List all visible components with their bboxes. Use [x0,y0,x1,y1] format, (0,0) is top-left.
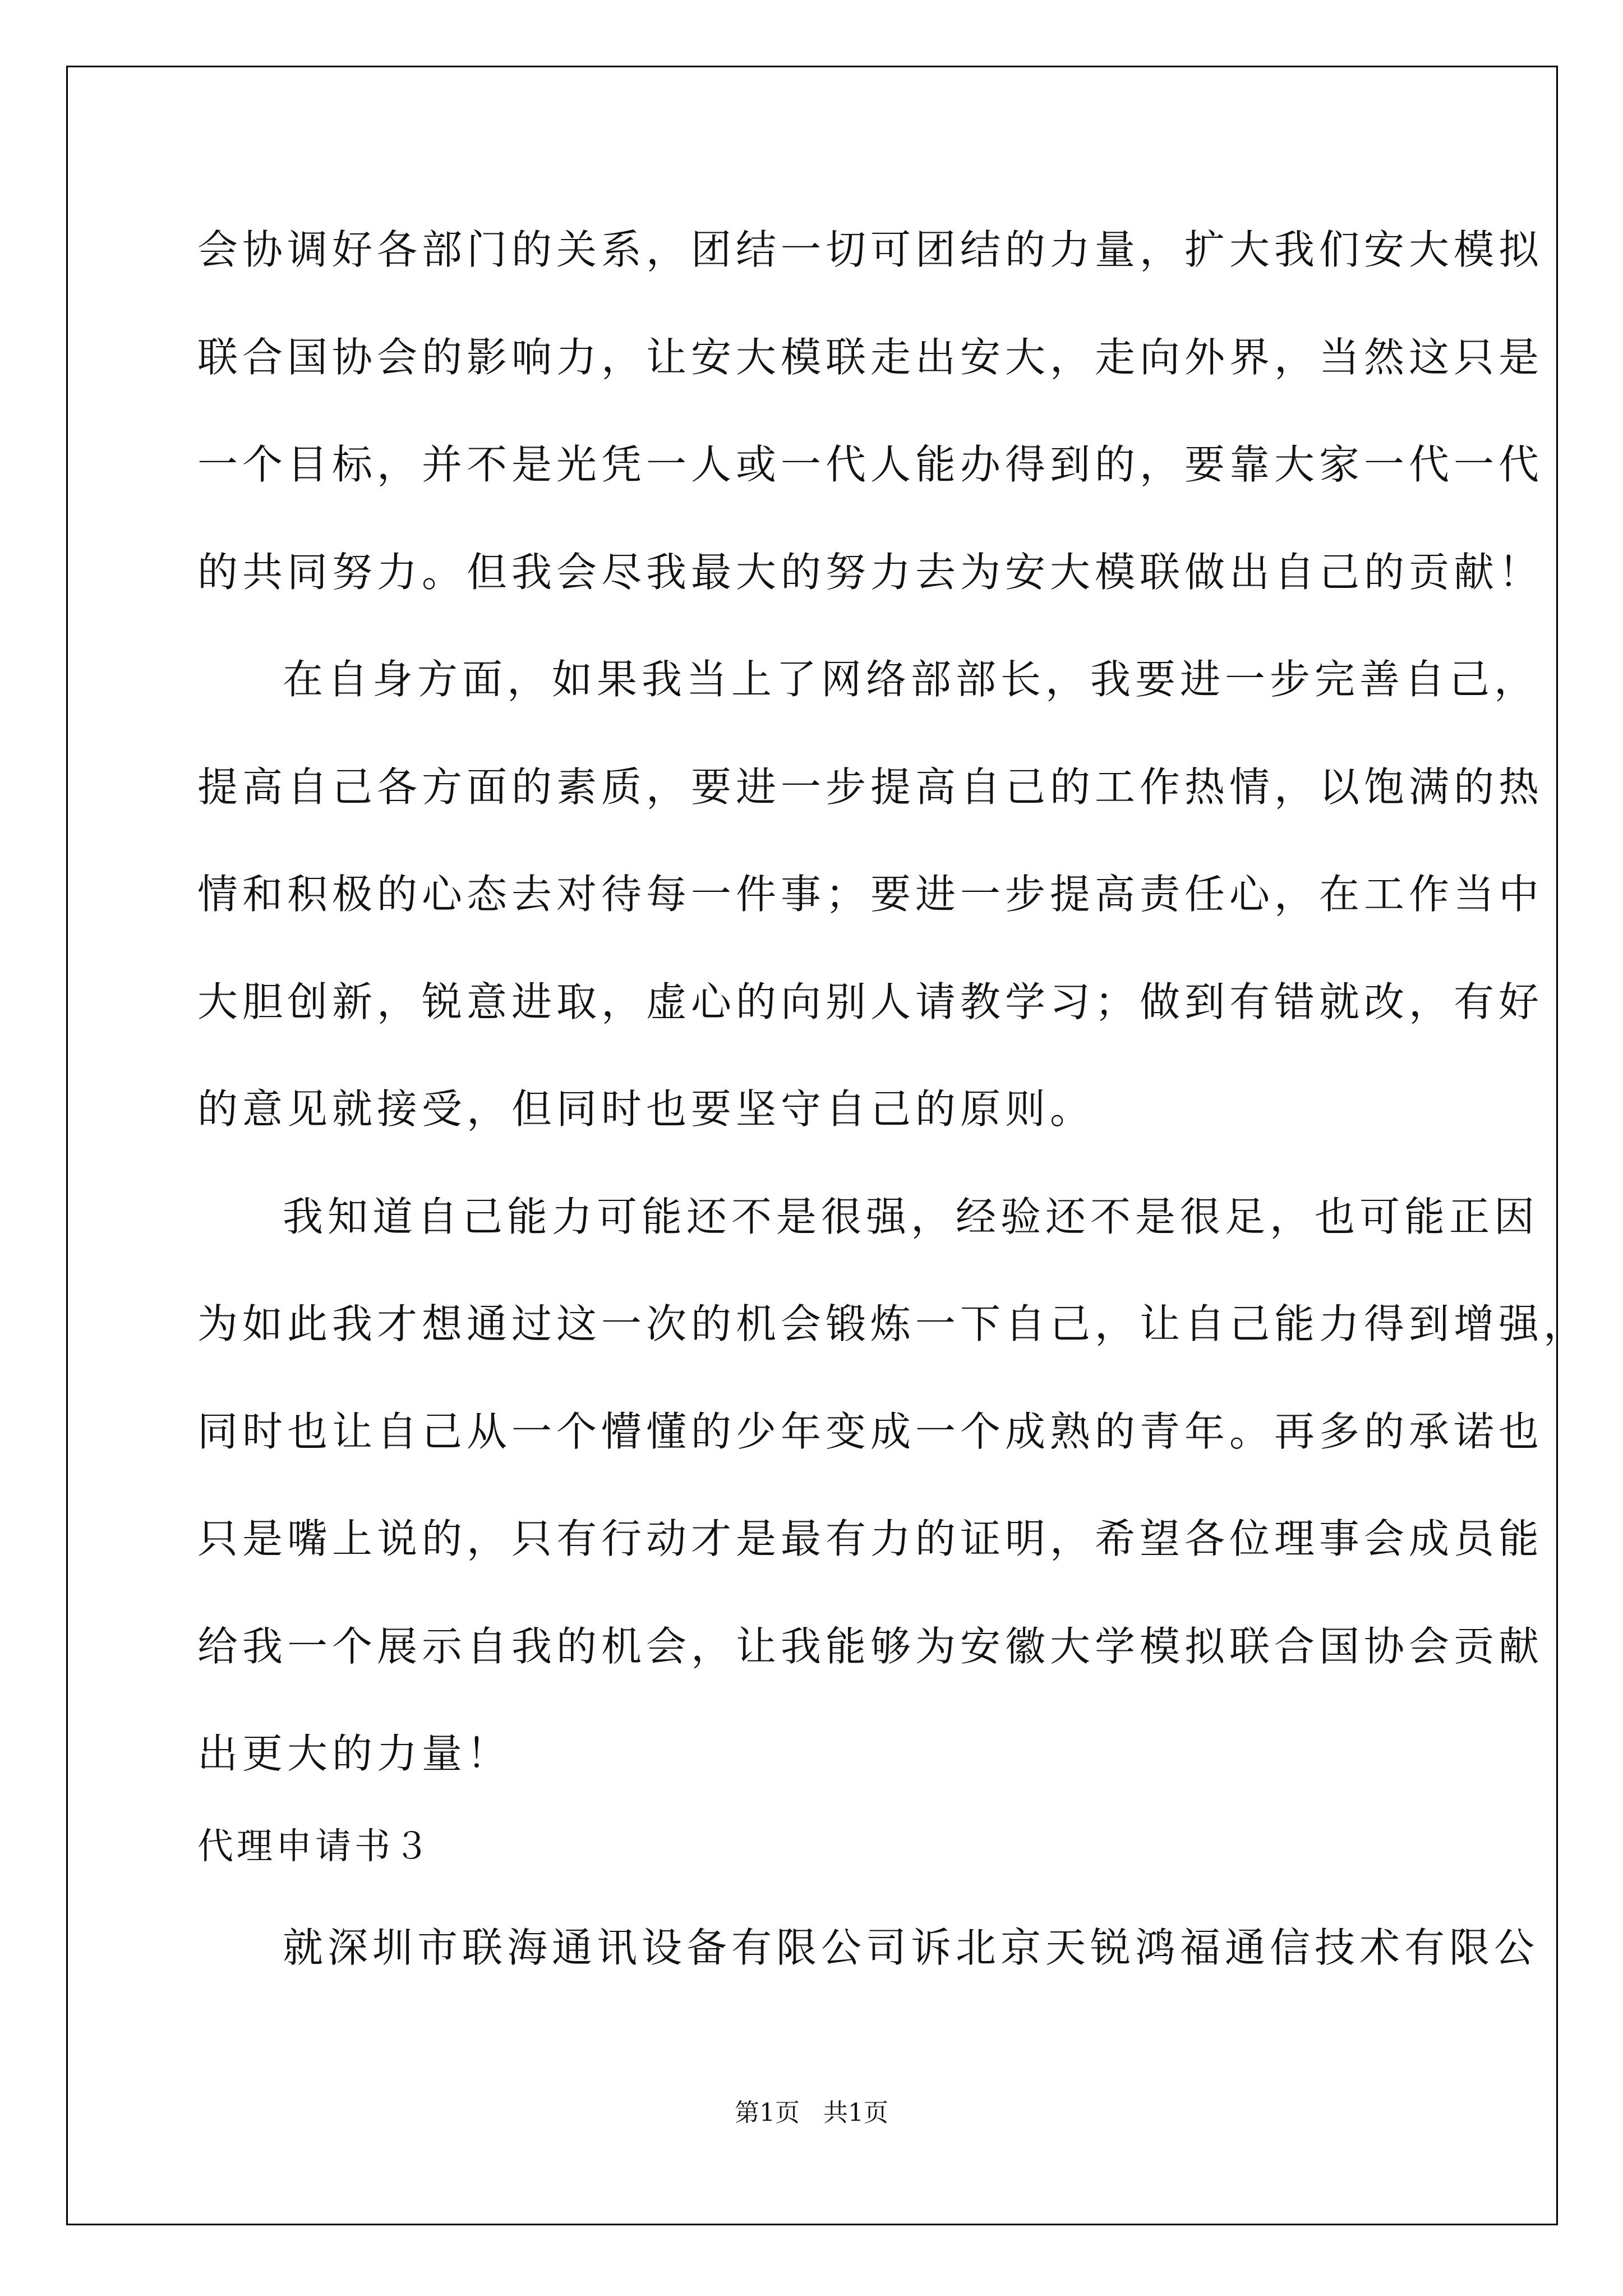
text-line: 我知道自己能力可能还不是很强，经验还不是很足，也可能正因 [283,1193,1539,1240]
text-line: 的共同努力。但我会尽我最大的努力去为安大模联做出自己的贡献！ [197,549,1544,596]
text-line: 只是嘴上说的，只有行动才是最有力的证明，希望各位理事会成员能 [197,1515,1544,1562]
text-line: 大胆创新，锐意进取，虚心的向别人请教学习；做到有错就改，有好 [197,978,1544,1025]
text-line: 提高自己各方面的素质，要进一步提高自己的工作热情，以饱满的热 [197,763,1544,811]
text-line: 在自身方面，如果我当上了网络部部长，我要进一步完善自己， [283,656,1539,703]
page-footer [0,2092,1623,2128]
section-heading: 代理申请书３ [197,1826,433,1867]
page-number: 第1页 [735,2099,800,2127]
text-line: 就深圳市联海通讯设备有限公司诉北京天锐鸿福通信技术有限公 [283,1924,1539,1971]
page-total: 共1页 [823,2099,888,2127]
text-line: 给我一个展示自我的机会，让我能够为安徽大学模拟联合国协会贡献 [197,1623,1544,1670]
text-line: 出更大的力量！ [197,1730,512,1777]
page-border [66,66,1558,2225]
text-line: 的意见就接受，但同时也要坚守自己的原则。 [197,1085,1095,1133]
text-line: 情和积极的心态去对待每一件事；要进一步提高责任心，在工作当中 [197,871,1544,918]
text-line: 联合国协会的影响力，让安大模联走出安大，走向外界，当然这只是 [197,334,1544,381]
text-line: 会协调好各部门的关系，团结一切可团结的力量，扩大我们安大模拟 [197,226,1544,273]
text-line: 一个目标，并不是光凭一人或一代人能办得到的，要靠大家一代一代 [197,441,1544,488]
text-line: 为如此我才想通过这一次的机会锻炼一下自己，让自己能力得到增强， [197,1300,1589,1347]
text-line: 同时也让自己从一个懵懂的少年变成一个成熟的青年。再多的承诺也 [197,1408,1544,1455]
